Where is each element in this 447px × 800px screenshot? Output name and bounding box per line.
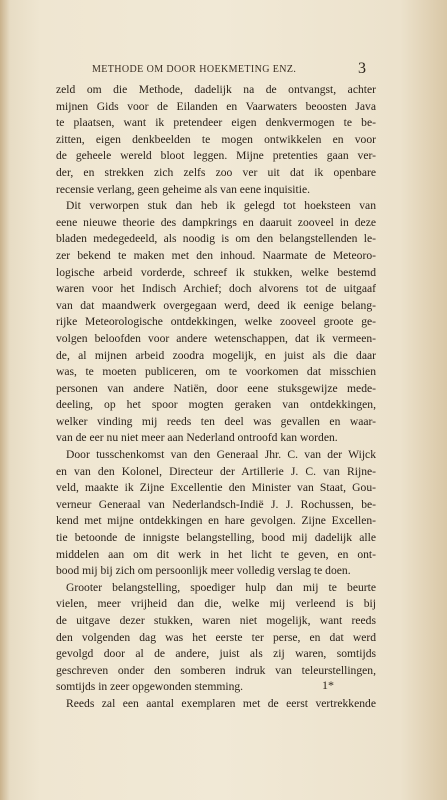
text-line: verneur Generaal van Nederlandsch-Indië J. J. Rochussen, be- [56, 497, 376, 511]
text-line: zitten, eigen denkbeelden te mogen ontwikkelen en voor [56, 132, 376, 146]
text-line: den volgenden dag was het eerste ter perse, en dat werd [56, 630, 376, 644]
text-line: bladen medegedeeld, als noodig is om den belangstellenden le- [56, 232, 376, 246]
text-line: rijke Meteorologische ontdekkingen, welke zooveel groote ge- [56, 315, 376, 329]
text-line: middelen aan om dit werk in het licht te geven, en ont- [56, 547, 376, 561]
text-line: der, en strekken zich zelfs zoo ver uit dat ik openbare [56, 165, 376, 179]
text-line: volgen beloofden voor andere wetenschappen, dat ik vermeen- [56, 331, 376, 345]
text-line: was, te moeten publiceren, om te voorkomen dat misschien [56, 365, 376, 379]
text-line: van dat maandwerk overgegaan werd, deed ik eenige belang- [56, 298, 376, 312]
text-line: Door tusschenkomst van den Generaal Jhr. C. van der Wijck [66, 448, 376, 462]
text-line: tie betoonde de innigste belangstelling, bood mij dadelijk alle [56, 531, 376, 545]
text-line: recensie verlang, geen geheime als van eene inquisitie. [56, 182, 310, 196]
text-line: geschreven onder den somberen indruk van teleurstellingen, [56, 663, 376, 677]
text-line: welker vinding mij reeds ten deel was gevallen en waar- [56, 414, 376, 428]
text-line: somtijds in zeer opgewonden stemming. [56, 680, 244, 694]
text-line: vielen, meer vrijheid dan die, welke mij verleend is bij [56, 597, 376, 611]
text-line: te plaatsen, want ik pretendeer eigen denkvermogen te be- [56, 116, 376, 130]
text-line: de, al mijnen arbeid zoodra mogelijk, en juist als die daar [56, 348, 376, 362]
text-line: mijnen Gids voor de Eilanden en Vaarwaters beoosten Java [56, 99, 376, 113]
text-line: deeling, op het spoor mogten geraken van ontdekkingen, [56, 398, 376, 412]
text-line: en van den Kolonel, Directeur der Artillerie J. C. van Rijne- [56, 464, 376, 478]
text-line: veld, maakte ik Zijne Excellentie den Minister van Staat, Gou- [56, 481, 376, 495]
signature-mark: 1* [322, 678, 334, 692]
text-line: de geheele wereld bloot leggen. Mijne pretenties gaan ver- [56, 149, 376, 163]
text-line: zeld om die Methode, dadelijk na de ontvangst, achter [56, 83, 376, 96]
text-line: bood mij bij zich om persoonlijk meer volledig verslag te doen. [56, 564, 351, 578]
text-line: waren voor het Indisch Archief; doch alvorens tot de uitgaaf [56, 282, 376, 296]
text-line: Reeds zal een aantal exemplaren met de eerst vertrekkende [66, 696, 376, 710]
text-line: kend met mijne ontdekkingen en hare gevolgen. Zijne Excellen- [56, 514, 376, 528]
text-line: logische arbeid vorderde, schreef ik stukken, welke bestemd [56, 265, 376, 279]
text-line: van de eer nu niet meer aan Nederland ontroofd kan worden. [56, 431, 338, 445]
page-number: 3 [358, 60, 366, 77]
text-line: personen van andere Natiën, door eene stuksgewijze mede- [56, 381, 376, 395]
text-line: zer bekend te maken met den inhoud. Naarmate de Meteoro- [56, 248, 376, 262]
text-line: Dit verworpen stuk dan heb ik gelegd tot hoeksteen van [66, 199, 376, 213]
running-title: METHODE OM DOOR HOEKMETING ENZ. [92, 64, 297, 75]
text-line: eene nieuwe theorie des dampkrings en daaruit zooveel in deze [56, 215, 376, 229]
text-line: gevolgd door al de andere, juist als zij waren, somtijds [56, 647, 376, 661]
text-line: Grooter belangstelling, spoediger hulp dan mij te beurte [66, 580, 376, 594]
text-line: de uitgave dezer stukken, waren niet mogelijk, want reeds [56, 614, 376, 627]
body-text [56, 82, 376, 713]
